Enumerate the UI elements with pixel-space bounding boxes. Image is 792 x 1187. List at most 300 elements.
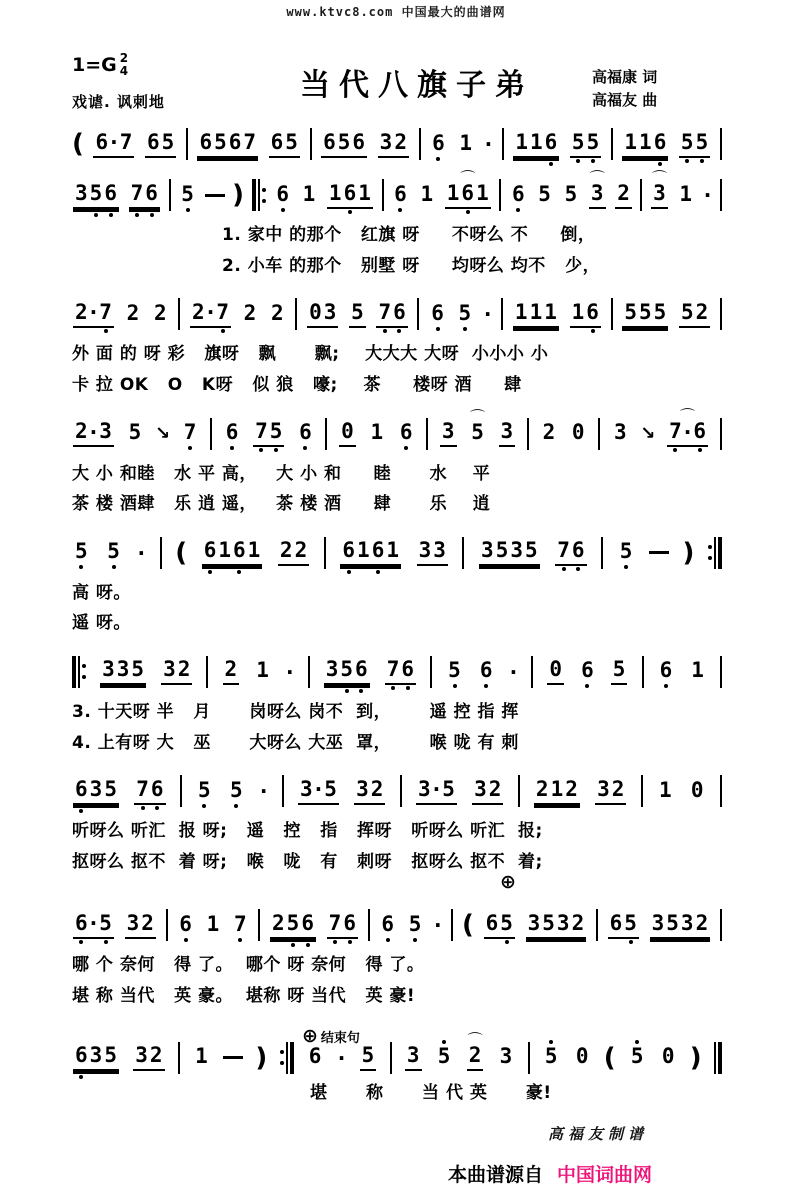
note-group [298,778,339,805]
note: 5 [544,1044,558,1068]
score [72,126,722,1108]
note-group [430,132,447,157]
note: 3 [75,180,88,205]
note-group [93,131,134,158]
barline [382,179,384,211]
note: 5 [624,299,637,324]
note: 2 [279,538,293,563]
lyric-line: 外 面 的 呀 彩 旗呀 飘 飘; 大大大 大呀 小小小 小 [72,344,549,365]
parenthesis: ( [175,537,188,568]
note: 7 [328,910,342,935]
note-group [555,539,586,566]
system-4 [72,416,722,520]
note: 5 [538,181,551,206]
note: 6 [394,181,407,206]
notation-line [72,416,722,452]
note: 6 [401,657,415,682]
note-group [73,912,114,939]
note: 5 [361,1043,375,1067]
note: 0 [571,420,585,445]
note: 6 [432,130,445,155]
source-prefix: 本曲谱源自 [447,1164,543,1187]
note-group [368,421,385,446]
note-group [416,778,457,805]
note: 1 [256,658,269,683]
barline [206,656,208,688]
note: 1 [247,538,261,563]
note: 5 [286,910,300,935]
note: 7 [243,129,257,154]
note: 6 [75,1043,88,1067]
key-label: 1=G [72,53,117,76]
barline [210,418,212,450]
note: 6 [581,658,594,683]
note-group [105,540,122,565]
lyricist-credit: 高福康 词 [592,68,658,86]
note: 5 [653,299,667,324]
note-group [327,912,358,939]
note-group [536,183,553,208]
note: 5 [680,299,694,324]
barline [611,128,613,160]
note: 3 [499,1044,513,1068]
note-group [129,182,160,209]
barline [324,537,326,569]
note: 1 [515,129,529,154]
note-group [446,659,463,684]
note: 1 [357,538,370,563]
barline [714,1042,722,1074]
composer-credit: 高福友 曲 [592,90,658,109]
note: 0 [549,657,562,682]
note: 7 [119,129,133,154]
note: 1 [639,129,652,154]
notation-line [72,1040,722,1076]
footer [72,1123,722,1187]
sheet-music-page [0,20,792,1187]
note-group [405,1044,422,1071]
note: 5 [229,777,243,802]
note-group [534,778,580,805]
note-group [650,912,711,939]
time-bottom: 4 [119,63,129,78]
note-group [307,1045,324,1070]
coda-icon: ⊕ [302,1024,318,1047]
note-group [543,1045,560,1070]
parenthesis: ( [72,129,84,160]
note-group [657,779,674,804]
note: 3 [89,776,103,801]
barline [640,179,642,211]
note-group [484,912,515,939]
system-5 [72,535,722,639]
note: 5 [128,420,142,445]
lyric-line: 2. 小车 的那个 别墅 呀 均呀么 均不 少， [222,255,601,276]
note: 5 [695,129,709,154]
note: 5 [340,657,354,682]
note: 3 [379,129,393,154]
barline [295,298,297,330]
note: 6 [485,910,499,935]
repeat-dots [82,664,86,679]
note-group [224,421,241,446]
header-left [72,52,242,112]
note-group [378,131,409,158]
parenthesis: ( [462,910,474,941]
note-group [202,539,263,566]
note: 2 [611,776,625,801]
barline [426,418,428,450]
note-group [73,182,119,209]
sustain-dash [205,194,225,197]
source-site-link[interactable]: 中国词曲网 [556,1164,652,1187]
note-group [242,302,259,327]
note: 6 [75,776,88,801]
parenthesis: ( [603,1042,616,1073]
note-group [73,301,114,328]
barline [720,656,722,688]
note-group [563,183,580,208]
barline [280,1042,294,1074]
note: 1 [679,181,693,206]
system-1 [72,126,722,162]
note: 5 [408,911,422,936]
site-watermark: www.ktvc8.com 中国最大的曲谱网 [286,5,506,19]
note-group [622,301,668,328]
note: 6 [355,657,368,682]
note: 7 [233,911,247,936]
note: 3 [116,657,130,682]
augmentation-dot: · [285,659,294,684]
note-group [196,779,213,804]
note-group [379,913,396,938]
note: 2 [394,129,407,154]
note-group [445,182,491,209]
note: 1 [206,911,220,936]
lyric-line: 卡 拉 OK O K呀 似 狼 嚎; 茶 楼呀 酒 肆 [72,374,522,395]
note-group [677,183,694,208]
note-group [570,421,587,446]
note: 3 [102,657,115,682]
note: 5 [161,129,175,154]
note-group [541,421,558,446]
note: 1 [370,420,384,445]
note-group [407,913,424,938]
dotted-rhythm-dot: · [89,911,98,936]
note-group [667,420,708,447]
note-group [579,659,596,684]
note: 6 [352,129,366,154]
note-group [513,301,559,328]
note: 2 [695,299,709,324]
note: 3 [500,419,514,444]
augmentation-dot: · [483,302,492,327]
system-8 [72,907,722,1011]
note-group [679,301,710,328]
barline [72,656,86,688]
score-header [72,52,722,112]
note-group [152,302,169,327]
dotted-rhythm-dot: · [683,419,692,444]
barline [528,1042,530,1074]
note: 7 [183,420,197,445]
note: 6 [233,538,246,563]
barline [178,298,180,330]
notation-line [72,907,722,943]
note: 6 [145,180,158,205]
note: 1 [550,776,564,801]
note: 2 [177,657,191,682]
note: 6 [179,911,192,936]
lyrics-block [72,220,722,281]
time-signature [120,52,128,77]
parenthesis: ) [255,1042,268,1073]
dotted-rhythm-dot: · [89,300,98,325]
lyrics-block [72,816,722,877]
note: 7 [136,776,149,801]
note: 5 [666,910,679,935]
note: 1 [529,299,543,324]
note-group [274,183,291,208]
note: 1 [386,538,399,563]
dotted-rhythm-dot: · [89,419,98,444]
note: 3 [323,299,337,324]
song-title: 当代八旗子弟 [300,68,534,103]
barline [708,537,722,569]
note-group [193,1045,210,1070]
sustain-dash [649,551,669,554]
note: 6 [431,300,444,325]
notation-line [72,773,722,809]
barline [451,909,453,941]
barline [325,418,327,450]
lyric-line: 高 呀。 [72,582,131,603]
barline [601,537,603,569]
barline [720,775,722,807]
note-group [457,132,474,157]
barline [527,418,529,450]
note: 1 [302,181,316,206]
note: ⌒ 1 [446,180,460,205]
note: 6 [276,181,289,206]
note: 7 [557,538,570,563]
note: 6 [461,180,475,205]
note: 6 [75,910,88,935]
note: 2 [126,300,140,325]
note-group [161,658,192,685]
note: 3 [651,910,665,935]
parenthesis: ) [232,180,245,211]
note: 5 [104,1043,117,1067]
note-group [385,658,416,685]
section-label: 结束句 [320,1030,360,1046]
barline [642,656,644,688]
note: 6 [146,129,160,154]
note-group [398,421,415,446]
note: 3 [556,910,570,935]
barline [598,418,600,450]
note: 2 [192,299,205,324]
note: 2 [571,910,585,935]
note: 3 [406,1043,420,1067]
lyric-line: 4. 上有呀 大 巫 大呀么 大巫 罩， 喉 咙 有 刺 [72,732,519,753]
glissando-mark: ↘ [640,423,656,445]
note: 2 [695,910,709,935]
lyric-line: 大 小 和睦 水 平 高， 大 小 和 睦 水 平 [72,463,491,484]
note: 7 [99,299,112,324]
note: 5 [442,776,455,801]
note: 7 [378,299,392,324]
expression-marking: 戏谑. 讽刺地 [72,93,165,112]
arranger-credit: 高福友制谱 [547,1125,648,1144]
note-group [622,131,668,158]
note: 1 [218,538,232,563]
note: 1 [420,181,434,206]
note: 7 [255,419,268,444]
note-group [73,420,114,447]
note: 6 [659,658,673,683]
notation-line [72,654,722,690]
repeat-dots [262,188,266,203]
lyrics-block [72,339,722,400]
barline [502,128,504,160]
system-6 [72,654,722,758]
note: 3 [441,419,455,444]
note: 1 [514,299,528,324]
note-group [228,779,245,804]
augmentation-dot: · [703,183,712,208]
lyrics-block [72,1078,722,1109]
note: 3 [510,538,524,563]
note-group [595,778,626,805]
note: 5 [181,181,194,206]
note: 2 [272,910,285,935]
note: 3 [417,776,431,801]
barline [252,179,266,211]
note-group [689,659,706,684]
note-group [179,183,196,208]
barline [178,1042,180,1074]
note: 6 [343,180,357,205]
note: 3 [99,419,112,444]
note-group [629,1045,646,1070]
note: 3 [597,776,610,801]
note: 5 [500,910,513,935]
note-group [223,658,240,685]
note: 5 [89,180,103,205]
note-group [270,912,316,939]
lyric-line: 听呀么 听汇 报 呀; 遥 控 指 挥呀 听呀么 听汇 报; [72,821,543,842]
note: ⌒ 5 [471,420,484,445]
note: 6 [95,129,109,154]
note: 0 [661,1044,675,1068]
parenthesis: ) [682,537,695,568]
note: 5 [104,776,117,801]
note-group [205,913,222,938]
barline [166,909,168,941]
note: 2 [535,776,549,801]
note-group [253,420,284,447]
augmentation-dot: · [137,540,146,565]
note: 3 [474,776,487,801]
note-group [297,421,314,446]
lyric-line: 3. 十天呀 半 月 岗呀么 岗不 到， 遥 控 指 挥 [72,701,519,722]
note-group [73,778,119,805]
barline [720,298,722,330]
note: 6 [571,538,585,563]
note-group [134,778,165,805]
barline [419,128,421,160]
note: 2 [370,776,384,801]
note: 1 [328,180,342,205]
barline [641,775,643,807]
note: 6 [693,419,706,444]
glissando-mark: ↘ [154,423,171,445]
note-group [574,1045,591,1070]
system-2 [72,177,722,281]
note: 5 [214,129,227,154]
note: 6 [479,658,493,683]
note: 1 [624,129,638,154]
credits [592,66,722,111]
note: 7 [216,299,229,324]
barline [611,298,613,330]
note: ⌒ 2 [468,1043,482,1067]
repeat-dots [280,1050,284,1065]
note-group [254,659,271,684]
augmentation-dot: · [434,913,442,938]
note-group [499,420,516,447]
note: ⌒ 7 [669,419,682,444]
barline [518,775,520,807]
note: 2 [224,657,238,682]
repeat-dots [708,545,712,560]
note-group [197,131,258,158]
note-group [526,912,587,939]
note: 0 [690,777,704,802]
note-group [478,659,495,684]
note: 0 [309,299,322,324]
note-group [360,1044,377,1071]
note: 5 [624,910,637,935]
barline [180,775,182,807]
note-group [73,540,90,565]
note-group [232,913,249,938]
note: 6 [308,1044,322,1068]
barline [160,537,162,569]
note: 3 [325,657,339,682]
note-group [689,779,706,804]
lyric-line: 茶 楼 酒肆 乐 逍 遥， 茶 楼 酒 肆 乐 逍 [72,494,491,515]
note: 6 [270,129,284,154]
note-group [340,539,401,566]
note: 6 [299,420,312,445]
note: 1 [195,1044,208,1068]
note-group [589,182,606,209]
note-group [339,420,356,447]
note: 5 [75,539,88,564]
note: 3 [356,776,369,801]
note: 3 [433,538,446,563]
note: 6 [371,538,385,563]
note-group [611,658,628,685]
barline [430,656,432,688]
note: 3 [527,910,541,935]
note-group [440,420,457,447]
barline [596,909,598,941]
note: 3 [418,538,432,563]
note-group [307,301,338,328]
